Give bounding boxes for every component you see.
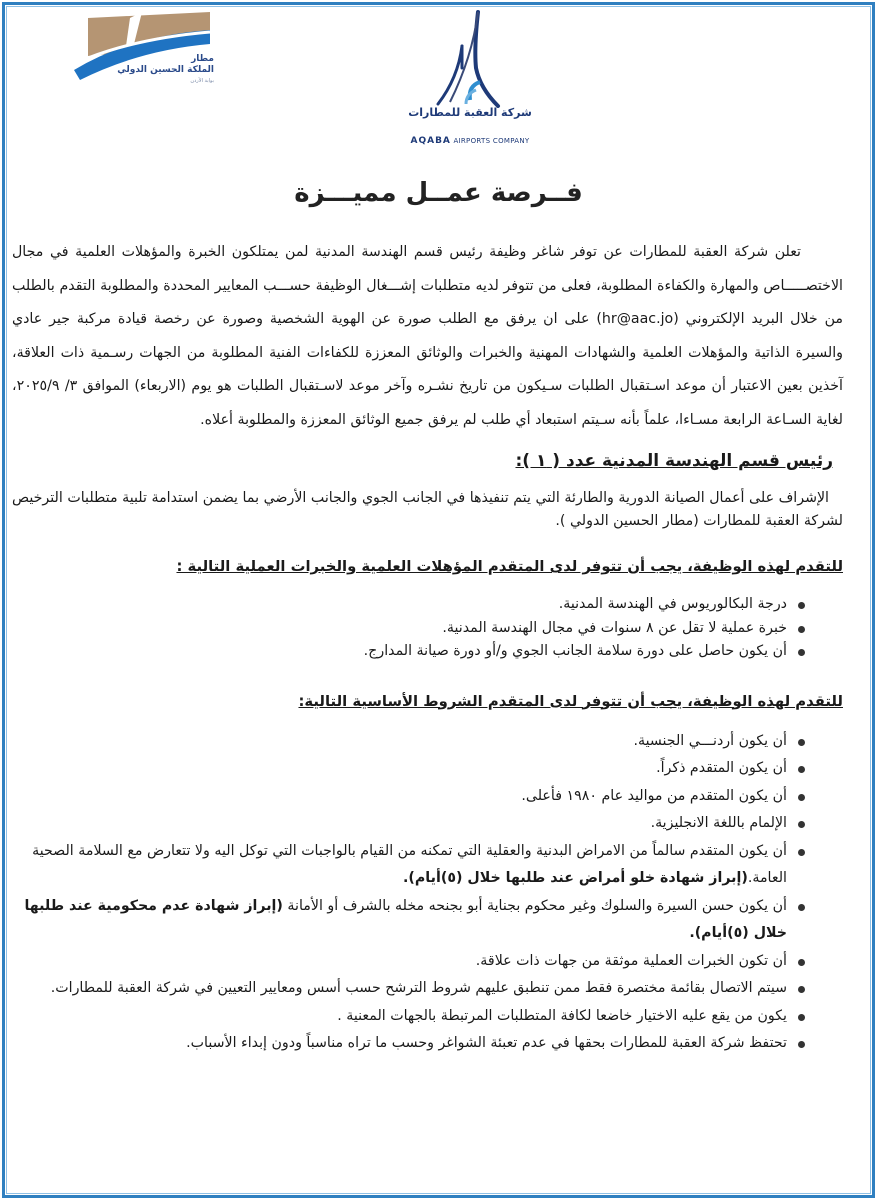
intro-paragraph (12, 236, 843, 437)
page-title: فــرصة عمــل مميـــزة (294, 178, 583, 208)
condition-text: الإلمام باللغة الانجليزية. (650, 815, 787, 831)
company-logo (400, 8, 540, 148)
list-item (12, 728, 807, 756)
qualifications-list (12, 593, 843, 664)
list-item (12, 1030, 807, 1058)
position-title: رئيس قسم الهندسة المدنية عدد ( ١ ): (515, 451, 833, 471)
email-link[interactable]: (hr@aac.jo) (596, 311, 679, 327)
condition-text: أن يكون المتقدم من مواليد عام ١٩٨٠ فأعلى. (521, 787, 787, 804)
qualifications-heading: للتقدم لهذه الوظيفة، يجب أن تتوفر لدى المتقدم المؤهلات العلمية والخبرات العملية التالية : (176, 558, 843, 575)
condition-text: أن يكون حسن السيرة والسلوك وغير محكوم بجناية أبو بجنحه مخله بالشرف أو الأمانة (282, 897, 787, 914)
condition-text: تحتفظ شركة العقبة للمطارات بحقها في عدم تعبئة الشواغر وحسب ما تراه مناسباً ودون إبداء الأسباب. (186, 1035, 787, 1051)
condition-text: يكون من يقع عليه الاختيار خاضعا لكافة المتطلبات المرتبطة بالجهات المعنية . (337, 1007, 787, 1024)
announcement-body (12, 236, 843, 1058)
list-item (12, 975, 807, 1003)
condition-text: أن يكون المتقدم ذكراً. (656, 760, 787, 776)
position-description: الإشراف على أعمال الصيانة الدورية والطارئة التي يتم تنفيذها في الجانب الجوي والجانب الأرضي بما يضمن استدامة تلبية متطلبات الترخيص لشركة العقبة للمطارات (مطار الحسين الدولي ). (12, 490, 843, 529)
condition-note: (إبراز شهادة عدم محكومية عند طلبها خلال (٥)أيام). (24, 897, 787, 941)
conditions-heading: للتقدم لهذه الوظيفة، يجب أن تتوفر لدى المتقدم الشروط الأساسية التالية: (298, 692, 843, 710)
aqaba-airports-logo-icon (400, 8, 540, 108)
airport-name-line1: مطار (191, 54, 214, 64)
company-name-english (400, 136, 540, 146)
condition-text: سيتم الاتصال بقائمة مختصرة فقط ممن تنطبق عليهم شروط الترشح حسب أسس ومعايير التعيين في شركة العقبة للمطارات. (50, 980, 787, 996)
airport-name-line2: الملكة الحسين الدولي (117, 65, 214, 75)
condition-text: أن يكون المتقدم سالماً من الامراض البدنية والعقلية التي تمكنه من القيام بالواجبات التي توكل اليه ولا تتعارض مع السلامة الصحية العامة. (32, 842, 787, 886)
list-item (12, 838, 807, 893)
condition-text: أن يكون أردنـــي الجنسية. (633, 732, 787, 749)
airport-tagline: بوابة الأردن (190, 78, 214, 84)
airport-logo (70, 10, 220, 90)
condition-text: أن تكون الخبرات العملية موثقة من جهات ذات علاقة. (475, 952, 787, 969)
company-name-rest: AIRPORTS COMPANY (453, 137, 530, 145)
list-item (12, 810, 807, 838)
company-brand: AQABA (410, 136, 451, 146)
list-item: درجة البكالوريوس في الهندسة المدنية. (12, 593, 807, 617)
list-item (12, 1003, 807, 1031)
list-item: أن يكون حاصل على دورة سلامة الجانب الجوي و/أو دورة صيانة المدارج. (12, 640, 807, 664)
conditions-list (12, 728, 843, 1058)
list-item (12, 783, 807, 811)
list-item: خبرة عملية لا تقل عن ٨ سنوات في مجال الهندسة المدنية. (12, 617, 807, 641)
list-item (12, 948, 807, 976)
intro-text-2: على ان يرفق مع الطلب صورة عن الهوية الشخصية وصورة عن رخصة قيادة مركبة جير عادي والسيرة الذاتية والمؤهلات العلمية والشهادات المهنية والخبرات والوثائق المعززة للكفاءات الفنية المطلوبة من الجهات رسـمية ذات العلاقة، آخذين بعين الاعتبار أن موعد اسـتقبال الطلبات سـيكون من تاريخ نشـره وآخر موعد لاسـتقبال الطلبات هو يوم (الاربعاء) الموافق ٣/ ٢٠٢٥/٩، لغاية السـاعة الرابعة مسـاءا، علماً بأنه سـيتم استبعاد أي طلب لم يرفق جميع الوثائق المعززة والمطلوبة أعلاه. (12, 311, 843, 428)
company-name-arabic: شركة العقبة للمطارات (408, 106, 532, 119)
list-item (12, 893, 807, 948)
intro-text-1: تعلن شركة العقبة للمطارات عن توفر شاغر وظيفة رئيس قسم الهندسة المدنية لمن يمتلكون الخبرة والمؤهلات العلمية في مجال الاختصـــــاص والمهارة والكفاءة المطلوبة، فعلى من تتوفر لديه متطلبات إشـــغال الوظيفة حســـب المعايير المحددة والمطلوبة التقدم بالطلب من خلال البريد الإلكتروني (12, 244, 843, 327)
condition-note: (إبراز شهادة خلو أمراض عند طلبها خلال (٥)أيام). (403, 870, 748, 886)
list-item (12, 755, 807, 783)
